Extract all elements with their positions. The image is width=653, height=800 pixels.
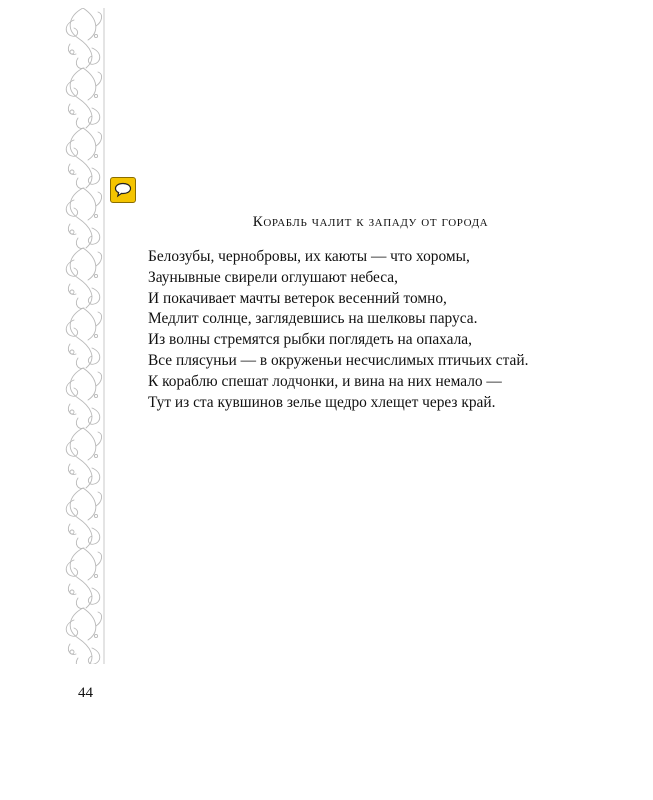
- poem-line: Белозубы, чернобровы, их каюты — что хоромы,: [148, 248, 470, 265]
- poem-line: Медлит солнце, заглядевшись на шелковы паруса.: [148, 310, 478, 328]
- poem-line: И покачивает мачты ветерок весенний томно,: [148, 289, 447, 307]
- comment-bubble-icon[interactable]: [110, 177, 136, 203]
- poem-body: [148, 247, 528, 413]
- poem-title: Корабль чалит к западу от города: [252, 214, 489, 230]
- poem-line: Заунывные свирели оглушают небеса,: [148, 268, 398, 286]
- poem-line: Все плясуньи — в окруженьи несчислимых птичьих стай.: [148, 351, 529, 369]
- poem-line: Из волны стремятся рыбки поглядеть на опахала,: [148, 331, 472, 349]
- page-number: 44: [78, 685, 93, 701]
- floral-border-ornament: [60, 8, 106, 664]
- poem-line: Тут из ста кувшинов зелье щедро хлещет через край.: [148, 393, 496, 411]
- poem-line: К кораблю спешат лодчонки, и вина на них немало —: [148, 372, 502, 390]
